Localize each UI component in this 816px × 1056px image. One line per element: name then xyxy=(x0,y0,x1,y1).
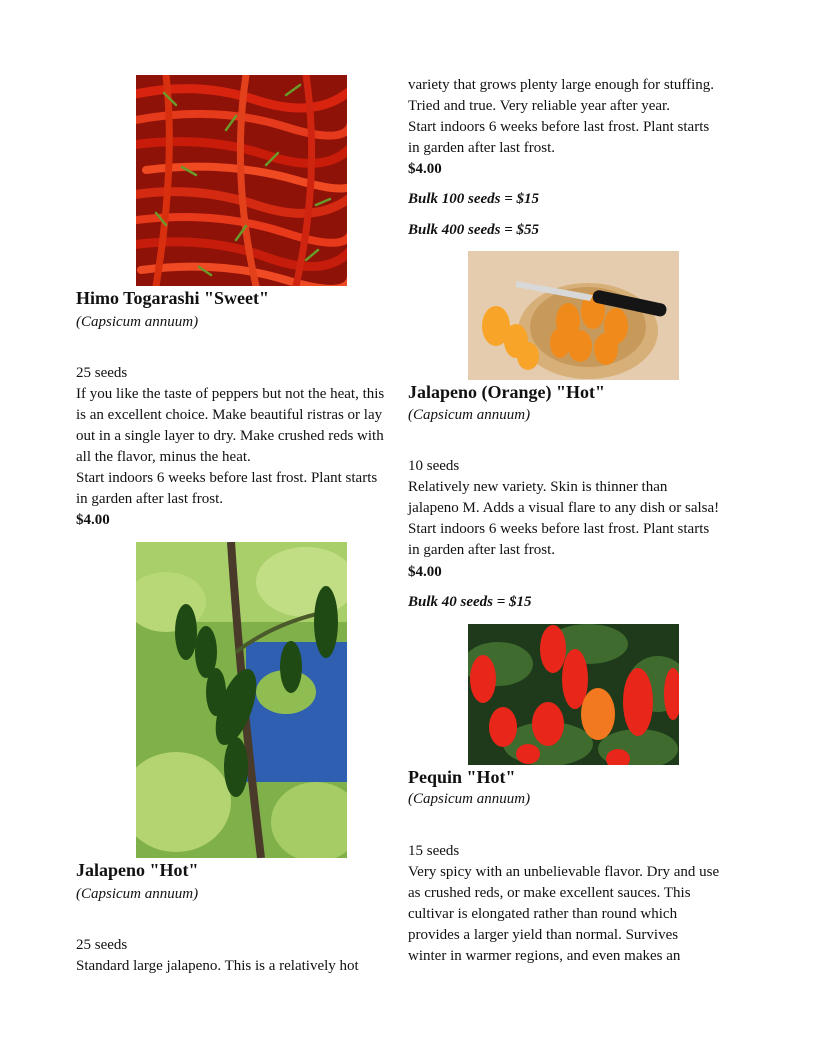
orange-jalapeno-image xyxy=(468,251,679,380)
description-line: jalapeno M. Adds a visual flare to any dish or salsa! xyxy=(408,500,720,516)
red-peppers-image xyxy=(136,75,347,286)
description-line: provides a larger yield than normal. Survives xyxy=(408,927,679,943)
description-line: Tried and true. Very reliable year after year. xyxy=(408,98,670,114)
description-line: Very spicy with an unbelievable flavor. Dry and use xyxy=(408,864,720,880)
seed-count: 10 seeds xyxy=(408,458,460,474)
seed-count: 15 seeds xyxy=(408,843,460,859)
price: $4.00 xyxy=(76,512,110,528)
description-line: out in a single layer to dry. Make crushed reds with xyxy=(76,428,384,444)
item-name: Jalapeno "Hot" xyxy=(76,860,199,880)
item-latin-name: (Capsicum annuum) xyxy=(76,314,199,330)
bulk-price: Bulk 40 seeds = $15 xyxy=(408,594,532,610)
item-latin-name: (Capsicum annuum) xyxy=(76,886,199,902)
description-line: cultivar is elongated rather than round which xyxy=(408,906,678,922)
item-name: Jalapeno (Orange) "Hot" xyxy=(408,382,605,402)
pequin-peppers-image xyxy=(468,624,679,765)
bulk-price: Bulk 100 seeds = $15 xyxy=(408,191,540,207)
price: $4.00 xyxy=(408,564,442,580)
planting-instructions: in garden after last frost. xyxy=(408,140,556,156)
planting-instructions: Start indoors 6 weeks before last frost. Plant starts xyxy=(408,521,710,537)
price: $4.00 xyxy=(408,161,442,177)
description-line: Standard large jalapeno. This is a relatively hot xyxy=(76,958,359,974)
jalapeno-plant-image xyxy=(136,542,347,858)
planting-instructions: Start indoors 6 weeks before last frost. Plant starts xyxy=(76,470,378,486)
item-name: Himo Togarashi "Sweet" xyxy=(76,288,269,308)
description-line: is an excellent choice. Make beautiful ristras or lay xyxy=(76,407,383,423)
planting-instructions: in garden after last frost. xyxy=(76,491,224,507)
description-line: as crushed reds, or make excellent sauces. This xyxy=(408,885,691,901)
description-line: all the flavor, minus the heat. xyxy=(76,449,251,465)
seed-count: 25 seeds xyxy=(76,937,128,953)
description-line: If you like the taste of peppers but not the heat, this xyxy=(76,386,385,402)
planting-instructions: in garden after last frost. xyxy=(408,542,556,558)
description-line: Relatively new variety. Skin is thinner than xyxy=(408,479,668,495)
planting-instructions: Start indoors 6 weeks before last frost. Plant starts xyxy=(408,119,710,135)
item-latin-name: (Capsicum annuum) xyxy=(408,791,531,807)
bulk-price: Bulk 400 seeds = $55 xyxy=(408,222,540,238)
item-name: Pequin "Hot" xyxy=(408,767,516,787)
description-line: variety that grows plenty large enough for stuffing. xyxy=(408,77,715,93)
seed-count: 25 seeds xyxy=(76,365,128,381)
description-line: winter in warmer regions, and even makes an xyxy=(408,948,681,964)
item-latin-name: (Capsicum annuum) xyxy=(408,407,531,423)
